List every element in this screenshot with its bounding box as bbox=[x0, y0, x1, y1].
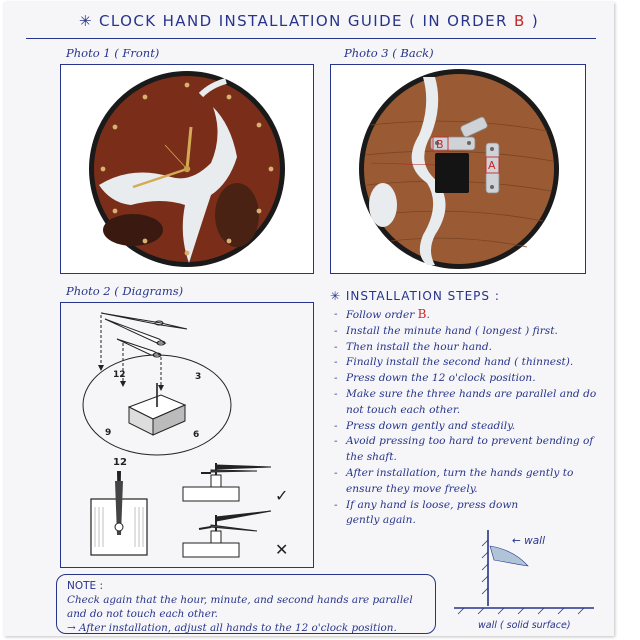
wrong-cross-icon: ✕ bbox=[275, 540, 289, 559]
title-order-letter: B bbox=[513, 12, 526, 30]
back-label-a: A bbox=[488, 159, 496, 172]
star-icon: ✳ bbox=[78, 12, 93, 30]
step-item: - Make sure the three hands are parallel and do not touch each other. bbox=[334, 387, 604, 419]
diagram-num-6: 6 bbox=[193, 430, 200, 440]
photo1-frame bbox=[60, 64, 314, 274]
photo2-frame bbox=[60, 302, 314, 568]
photo1-label: Photo 1 ( Front) bbox=[66, 46, 160, 60]
page-title bbox=[4, 12, 614, 30]
title-text: CLOCK HAND INSTALLATION GUIDE ( IN ORDER bbox=[99, 12, 514, 30]
wall-hatch bbox=[482, 540, 488, 594]
side-view-correct bbox=[183, 463, 271, 501]
step-order-letter: B bbox=[417, 307, 427, 321]
hand-diagram bbox=[61, 303, 313, 567]
diagram-movement-box bbox=[129, 383, 185, 435]
diagram-num-9: 9 bbox=[105, 428, 112, 438]
diagram-top-12: 12 bbox=[113, 457, 127, 468]
photo2-label: Photo 2 ( Diagrams) bbox=[66, 284, 184, 298]
note-line-2: → After installation, adjust all hands to the 12 o'clock position. bbox=[67, 622, 397, 634]
wall-arrow-label: ← wall bbox=[512, 535, 545, 547]
floor-hatch bbox=[458, 608, 584, 614]
step-item: - Then install the hour hand. bbox=[334, 340, 604, 356]
back-label-b: B bbox=[436, 138, 444, 151]
note-box bbox=[56, 574, 436, 634]
diagram-num-3: 3 bbox=[195, 372, 202, 382]
wall-bottom-label: wall ( solid surface) bbox=[478, 620, 571, 631]
wall-mount-sketch bbox=[454, 526, 604, 634]
back-resin-gap bbox=[369, 183, 397, 227]
guide-sheet bbox=[4, 2, 614, 636]
step-item: - After installation, turn the hands gently to ensure they move freely. bbox=[334, 466, 604, 498]
title-close: ) bbox=[531, 12, 540, 30]
diagram-num-12: 12 bbox=[113, 370, 126, 380]
diagram-center-cap bbox=[115, 523, 123, 531]
clock-side-profile bbox=[490, 546, 528, 566]
steps-list bbox=[334, 307, 604, 529]
step-item: - Finally install the second hand ( thinnest). bbox=[334, 355, 604, 371]
front-bark-edge bbox=[215, 183, 259, 247]
note-line-1: Check again that the hour, minute, and second hands are parallel and do not touch each other. bbox=[67, 594, 413, 620]
steps-title: ✳ INSTALLATION STEPS : bbox=[330, 289, 500, 303]
diagram-second-hand bbox=[101, 313, 187, 329]
diagram-down-arrows bbox=[98, 365, 164, 391]
front-clock-photo bbox=[61, 65, 313, 273]
front-hand-hub bbox=[184, 166, 190, 172]
correct-check-icon: ✓ bbox=[275, 486, 289, 505]
step-item: - Follow order B. bbox=[334, 307, 604, 324]
step-item: - Install the minute hand ( longest ) first. bbox=[334, 324, 604, 340]
front-dark-knot bbox=[103, 214, 163, 246]
step-item: - Avoid pressing too hard to prevent bending of the shaft. bbox=[334, 434, 604, 466]
side-view-wrong bbox=[183, 511, 271, 557]
step-item: - Press down gently and steadily. bbox=[334, 419, 604, 435]
photo3-frame bbox=[330, 64, 586, 274]
note-title: NOTE : bbox=[67, 580, 104, 592]
step-item: - If any hand is loose, press down gently again. bbox=[334, 498, 546, 530]
step-item: - Press down the 12 o'clock position. bbox=[334, 371, 604, 387]
photo3-label: Photo 3 ( Back) bbox=[344, 46, 434, 60]
back-clock-photo bbox=[331, 65, 585, 273]
title-divider bbox=[26, 38, 596, 39]
clock-movement-box bbox=[435, 153, 469, 193]
